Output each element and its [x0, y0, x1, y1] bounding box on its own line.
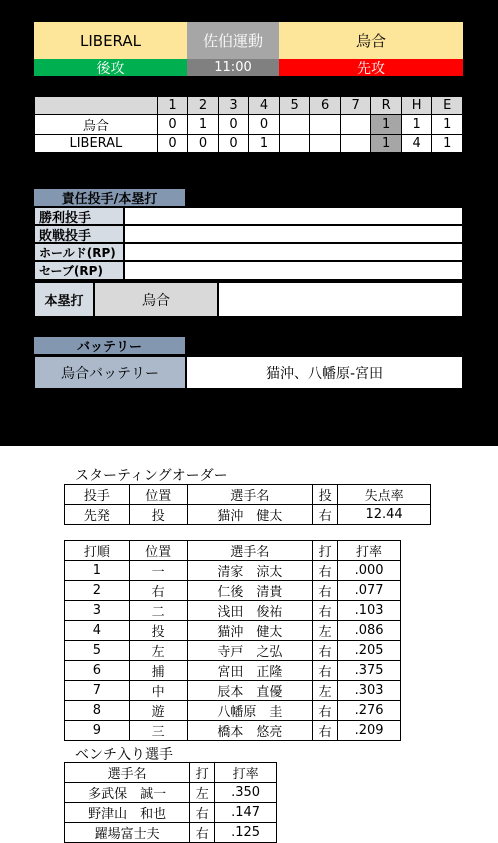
inning-7: 7	[340, 97, 371, 115]
line-score-header	[35, 97, 463, 115]
inning-2: 2	[188, 97, 219, 115]
bench-title: ベンチ入り選手	[75, 747, 173, 763]
team-label: 烏合	[35, 115, 158, 135]
errors-header: E	[432, 97, 463, 115]
runs-header: R	[371, 97, 402, 115]
pitchers-section-header: 責任投手/本塁打	[34, 189, 185, 206]
table-row: 2 右 仁後 清貴 右 .077	[65, 581, 401, 601]
game-time: 11:00	[187, 59, 279, 76]
away-batting-order: 先攻	[279, 59, 463, 76]
line-score-row-home: LIBERAL 0 0 0 1 1 4 1	[35, 135, 463, 153]
errors-value: 1	[432, 115, 463, 135]
battery-section-header: バッテリー	[34, 337, 185, 354]
line-score-table	[34, 96, 463, 153]
line-score-row-away: 烏合 0 1 0 0 1 1 1	[35, 115, 463, 135]
home-batting-order: 後攻	[34, 59, 187, 76]
bench-table	[64, 762, 277, 843]
save-label: セーブ(RP)	[34, 261, 124, 280]
table-row: 多武保 誠一 左 .350	[65, 783, 277, 803]
table-row: 6 捕 宮田 正隆 右 .375	[65, 661, 401, 681]
hold-label: ホールド(RP)	[34, 243, 124, 261]
team-label: LIBERAL	[35, 135, 158, 153]
table-row: 3 二 浅田 俊祐 右 .103	[65, 601, 401, 621]
home-run-team: 烏合	[94, 282, 218, 317]
battery-players: 猫沖、八幡原-宮田	[186, 356, 463, 389]
starting-pitcher-table	[64, 484, 431, 525]
inning-1: 1	[157, 97, 188, 115]
loss-pitcher-value	[124, 225, 463, 243]
table-row: 野津山 和也 右 .147	[65, 803, 277, 823]
inning-4: 4	[249, 97, 280, 115]
home-run-value	[218, 282, 463, 317]
home-run-label: 本塁打	[34, 282, 94, 317]
table-row: 先発 投 猫沖 健太 右 12.44	[65, 505, 431, 525]
win-pitcher-label: 勝利投手	[34, 207, 124, 225]
starting-order-title: スターティングオーダー	[75, 468, 228, 484]
win-pitcher-value	[124, 207, 463, 225]
home-team-name: LIBERAL	[34, 22, 187, 59]
away-team-name: 烏合	[279, 22, 463, 59]
table-row: 5 左 寺戸 之弘 右 .205	[65, 641, 401, 661]
errors-value: 1	[432, 135, 463, 153]
table-header-row: 選手名 打 打率	[65, 763, 277, 783]
hits-value: 1	[401, 115, 432, 135]
save-value	[124, 261, 463, 280]
battery-team-label: 烏合バッテリー	[34, 356, 186, 389]
batting-order-table	[64, 540, 401, 741]
venue-name: 佐伯運動	[187, 22, 279, 59]
hits-value: 4	[401, 135, 432, 153]
table-row: 4 投 猫沖 健太 左 .086	[65, 621, 401, 641]
inning-6: 6	[310, 97, 341, 115]
table-header-row: 打順 位置 選手名 打 打率	[65, 541, 401, 561]
table-row: 9 三 橋本 悠亮 右 .209	[65, 721, 401, 741]
inning-5: 5	[279, 97, 310, 115]
runs-value: 1	[371, 135, 402, 153]
loss-pitcher-label: 敗戦投手	[34, 225, 124, 243]
table-row: 躍場富士夫 右 .125	[65, 823, 277, 843]
table-row: 8 遊 八幡原 圭 右 .276	[65, 701, 401, 721]
table-header-row: 投手 位置 選手名 投 失点率	[65, 485, 431, 505]
table-row: 1 一 清家 涼太 右 .000	[65, 561, 401, 581]
inning-3: 3	[218, 97, 249, 115]
runs-value: 1	[371, 115, 402, 135]
hits-header: H	[401, 97, 432, 115]
table-row: 7 中 辰本 直優 左 .303	[65, 681, 401, 701]
hold-value	[124, 243, 463, 261]
